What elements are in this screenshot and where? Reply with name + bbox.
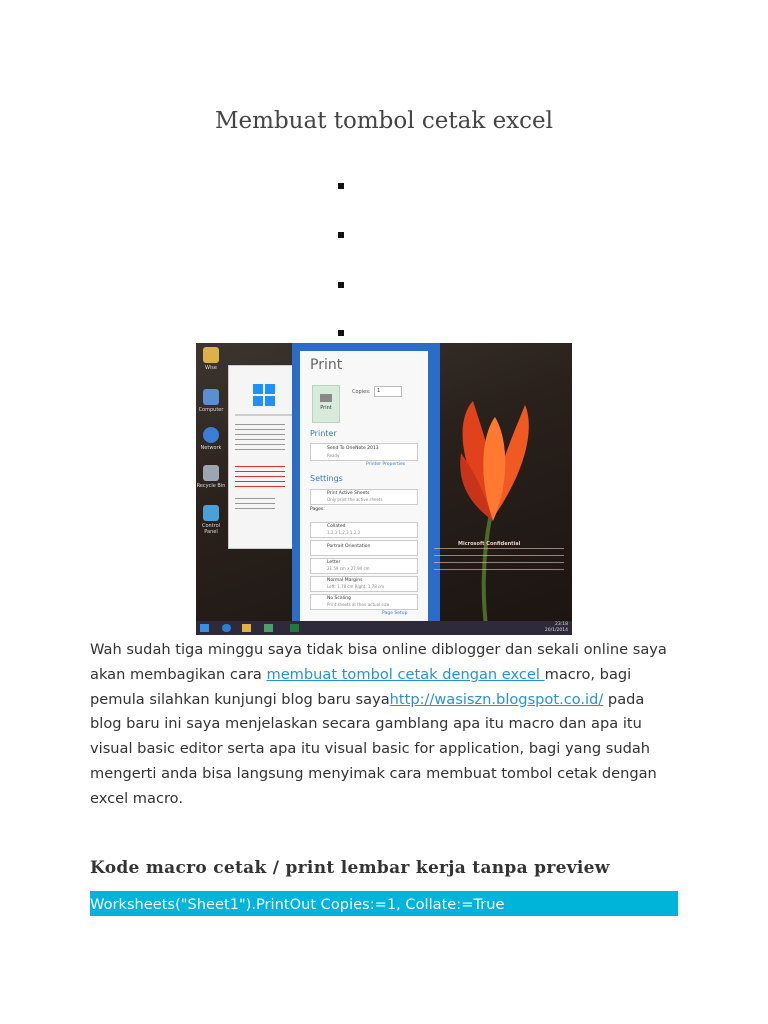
desktop-icon-wise[interactable]: Wise bbox=[196, 347, 226, 371]
tutorial-link[interactable]: membuat tombol cetak dengan excel bbox=[266, 665, 545, 683]
print-title: Print bbox=[310, 357, 343, 373]
confidential-watermark: Microsoft Confidential bbox=[434, 541, 564, 576]
computer-icon bbox=[203, 389, 219, 405]
desktop-icon-control-panel[interactable]: Control Panel bbox=[196, 505, 226, 535]
bullet-marker bbox=[338, 232, 344, 238]
network-icon bbox=[203, 427, 219, 443]
intro-paragraph: Wah sudah tiga minggu saya tidak bisa online diblogger dan sekali online saya akan membagikan cara membuat tombol cetak dengan excel macro, bagi pemula silahkan kunjungi blog baru sayahttp://wasiszn.blogspot.co.id/ pada blog baru ini saya menjelaskan secara gamblang apa itu macro dan apa itu visual basic editor serta apa itu visual basic for application, bagi yang sudah mengerti anda bisa langsung menyimak cara membuat tombol cetak dengan excel macro. bbox=[90, 641, 667, 807]
desktop-icon-network[interactable]: Network bbox=[196, 427, 226, 451]
copies-input[interactable]: 1 bbox=[374, 386, 402, 397]
bullet-marker bbox=[338, 282, 344, 288]
excel-print-screenshot bbox=[196, 343, 572, 635]
desktop-icon-recycle-bin[interactable]: Recycle Bin bbox=[196, 465, 226, 489]
store-icon[interactable] bbox=[264, 624, 273, 632]
bullet-marker bbox=[338, 330, 344, 336]
setting-active-sheets[interactable]: Print Active Sheets Only print the active sheets bbox=[310, 489, 418, 505]
folder-icon bbox=[203, 347, 219, 363]
settings-heading: Settings bbox=[310, 474, 343, 483]
control-panel-icon bbox=[203, 505, 219, 521]
page-title: Membuat tombol cetak excel bbox=[214, 108, 554, 134]
excel-icon[interactable] bbox=[290, 624, 299, 632]
start-icon[interactable] bbox=[200, 624, 209, 632]
printer-select[interactable]: Send To OneNote 2013 Ready bbox=[310, 443, 418, 461]
desktop-icon-computer[interactable]: Computer bbox=[196, 389, 226, 413]
page-setup-link[interactable]: Page Setup bbox=[382, 611, 408, 616]
taskbar bbox=[196, 621, 572, 635]
print-button[interactable]: Print bbox=[312, 385, 340, 423]
setting-orientation[interactable]: Portrait Orientation bbox=[310, 540, 418, 556]
setting-collated[interactable]: Collated 1,2,3 1,2,3 1,2,3 bbox=[310, 522, 418, 538]
setting-margins[interactable]: Normal Margins Left: 1.78 cm Right: 1.78 cm bbox=[310, 576, 418, 592]
setting-scaling[interactable]: No Scaling Print sheets at their actual size bbox=[310, 594, 418, 610]
printer-icon bbox=[320, 394, 332, 402]
file-explorer-icon[interactable] bbox=[242, 624, 251, 632]
printer-heading: Printer bbox=[310, 429, 337, 438]
about-windows-dialog bbox=[228, 365, 300, 549]
print-backstage-pane bbox=[292, 343, 440, 635]
internet-explorer-icon[interactable] bbox=[222, 624, 231, 632]
printer-properties-link[interactable]: Printer Properties bbox=[366, 462, 406, 467]
divider bbox=[235, 414, 293, 416]
print-panel bbox=[300, 351, 428, 621]
dialog-warning-lines bbox=[235, 466, 285, 490]
copies-label: Copies: bbox=[352, 389, 371, 395]
dialog-text-lines bbox=[235, 424, 285, 454]
blog-link[interactable]: http://wasiszn.blogspot.co.id/ bbox=[389, 690, 604, 708]
recycle-bin-icon bbox=[203, 465, 219, 481]
bullet-marker bbox=[338, 183, 344, 189]
tulip-wallpaper bbox=[421, 393, 571, 635]
setting-paper-size[interactable]: Letter 21.59 cm x 27.94 cm bbox=[310, 558, 418, 574]
windows-logo-icon bbox=[253, 384, 275, 406]
setting-pages[interactable]: Pages: bbox=[310, 507, 325, 512]
dialog-text-lines bbox=[235, 498, 275, 512]
code-block: Worksheets("Sheet1").PrintOut Copies:=1, Collate:=True bbox=[90, 891, 678, 916]
section-heading: Kode macro cetak / print lembar kerja tanpa preview bbox=[90, 858, 610, 878]
clock[interactable]: 23:18 20/1/2014 bbox=[544, 622, 568, 633]
